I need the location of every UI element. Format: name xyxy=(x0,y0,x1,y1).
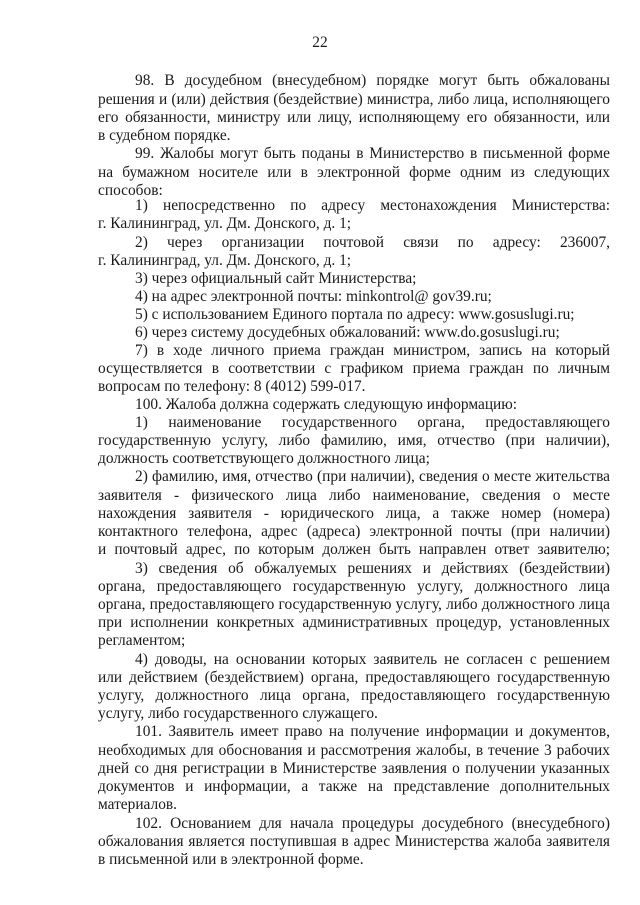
text-line: 3) через официальный сайт Министерства; xyxy=(135,270,417,287)
text-line: в судебном порядке. xyxy=(98,127,231,144)
page-number: 22 xyxy=(312,34,328,51)
text-line: контактного телефона, адрес (адреса) электронной почты (при наличии) xyxy=(98,523,610,540)
text-line: осуществляется в соответствии с графиком приема граждан по личным xyxy=(98,360,610,377)
text-line: решения и (или) действия (бездействие) министра, либо лица, исполняющего xyxy=(98,91,610,108)
text-line: материалов. xyxy=(98,796,178,813)
text-line: органа, предоставляющего государственную услугу, либо должностного лица xyxy=(98,596,610,613)
text-line: обжалования является поступившая в адрес Министерства жалоба заявителя xyxy=(98,833,610,850)
text-line: 1) непосредственно по адресу местонахождения Министерства: xyxy=(135,197,610,214)
text-line: на бумажном носителе или в электронной форме одним из следующих xyxy=(98,164,610,181)
text-line: услугу, должностного лица органа, предоставляющего государственную xyxy=(98,687,610,704)
text-line: 4) доводы, на основании которых заявитель не согласен с решением xyxy=(135,651,610,668)
text-line: 100. Жалоба должна содержать следующую информацию: xyxy=(135,396,518,413)
text-line: 98. В досудебном (внесудебном) порядке могут быть обжалованы xyxy=(135,72,610,89)
text-line: 2) через организации почтовой связи по адресу: 236007, xyxy=(135,234,610,251)
text-line: 2) фамилию, имя, отчество (при наличии), сведения о месте жительства xyxy=(135,468,610,485)
text-line: его обязанности, министру или лицу, исполняющему его обязанности, или xyxy=(98,109,610,126)
text-line: документов и информации, а также на представление дополнительных xyxy=(98,778,610,795)
text-line: 1) наименование государственного органа, предоставляющего xyxy=(135,414,610,431)
text-line: 101. Заявитель имеет право на получение информации и документов, xyxy=(135,723,610,740)
text-line: 3) сведения об обжалуемых решениях и действиях (бездействии) xyxy=(135,560,610,577)
text-line: услугу, либо государственного служащего. xyxy=(98,705,378,722)
text-line: 99. Жалобы могут быть поданы в Министерство в письменной форме xyxy=(135,145,610,162)
text-line: заявителя - физического лица либо наименование, сведения о месте xyxy=(98,487,610,504)
text-line: 7) в ходе личного приема граждан министром, запись на который xyxy=(135,342,610,359)
text-line: государственную услугу, либо фамилию, имя, отчество (при наличии), xyxy=(98,432,610,449)
text-line: регламентом; xyxy=(98,632,186,649)
text-line: 6) через систему досудебных обжалований: www.do.gosuslugi.ru; xyxy=(135,324,560,341)
text-line: дней со дня регистрации в Министерстве заявления о получении указанных xyxy=(98,760,610,777)
text-line: необходимых для обоснования и рассмотрения жалобы, в течение 3 рабочих xyxy=(98,742,610,759)
text-line: 4) на адрес электронной почты: minkontrol@ gov39.ru; xyxy=(135,288,492,305)
text-line: при исполнении конкретных административных процедур, установленных xyxy=(98,614,610,631)
text-line: 102. Основанием для начала процедуры досудебного (внесудебного) xyxy=(135,815,610,832)
text-line: или действием (бездействием) органа, предоставляющего государственную xyxy=(98,669,610,686)
text-line: г. Калининград, ул. Дм. Донского, д. 1; xyxy=(98,215,352,232)
text-line: органа, предоставляющего государственную услугу, должностного лица xyxy=(98,578,610,595)
text-line: нахождения заявителя - юридического лица, а также номер (номера) xyxy=(98,505,610,522)
text-line: должность соответствующего должностного лица; xyxy=(98,450,430,467)
text-line: способов: xyxy=(98,182,163,199)
text-line: в письменной или в электронной форме. xyxy=(98,851,364,868)
text-line: 5) с использованием Единого портала по адресу: www.gosuslugi.ru; xyxy=(135,306,575,323)
text-line: и почтовый адрес, по которым должен быть направлен ответ заявителю; xyxy=(98,541,610,558)
text-line: вопросам по телефону: 8 (4012) 599-017. xyxy=(98,378,366,395)
text-line: г. Калининград, ул. Дм. Донского, д. 1; xyxy=(98,252,352,269)
